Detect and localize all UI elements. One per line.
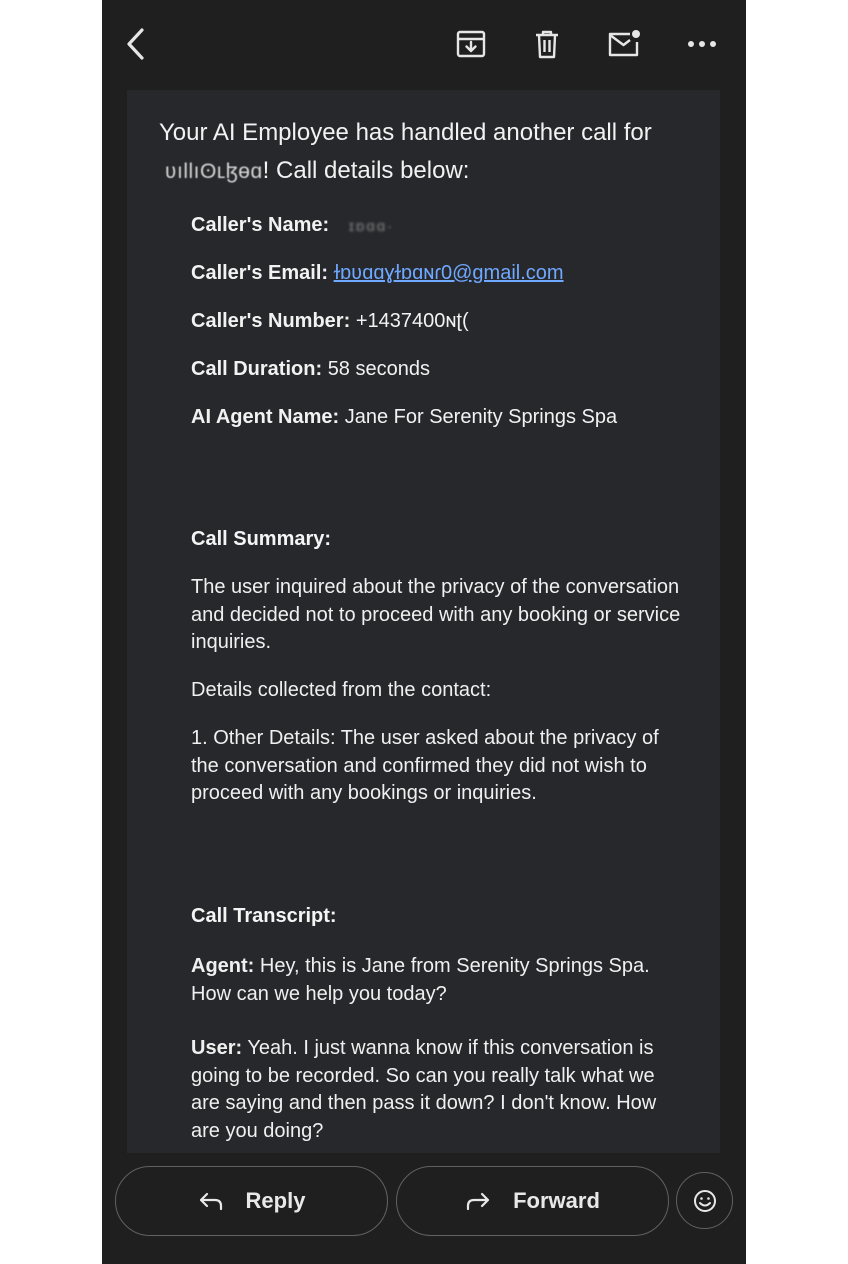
email-body xyxy=(127,90,720,1153)
archive-icon xyxy=(455,28,487,60)
chevron-left-icon xyxy=(122,27,150,61)
reply-button[interactable] xyxy=(115,1166,388,1236)
top-toolbar xyxy=(102,0,746,90)
user-speech: Yeah. I just wanna know if this conversation is going to be recorded. So can you really talk what we are saying and then pass it down? I don't know. How are you doing? xyxy=(191,1037,657,1142)
caller-name-row xyxy=(191,212,691,240)
agent-speech: Hey, this is Jane from Serenity Springs Spa. How can we help you today? xyxy=(191,955,650,1005)
call-duration-value: 58 seconds xyxy=(327,358,430,380)
caller-email-row xyxy=(191,260,691,286)
emoji-reaction-button[interactable] xyxy=(676,1172,733,1229)
agent-speaker-label: Agent: xyxy=(191,955,255,977)
mail-unread-icon xyxy=(606,28,642,60)
forward-icon xyxy=(465,1191,491,1211)
intro-text: Your AI Employee has handled another call for xyxy=(159,119,652,146)
agent-name-label: AI Agent Name: xyxy=(191,406,340,428)
details-item: 1. Other Details: The user asked about the privacy of the conversation and confirmed they did not wish to proceed with any bookings or inquiries. xyxy=(191,727,659,804)
caller-name-label: Caller's Name: xyxy=(191,214,330,236)
more-horizontal-icon xyxy=(687,39,717,49)
caller-email-link[interactable]: ɫɒʋɑɑɣɫɒɑɴɾ0@gmail.com xyxy=(333,262,564,284)
call-summary-text: The user inquired about the privacy of the conversation and decided not to proceed with any booking or service inquiries. xyxy=(191,576,681,653)
call-duration-label: Call Duration: xyxy=(191,358,323,380)
forward-label: Forward xyxy=(513,1188,600,1213)
transcript-user-line xyxy=(191,1035,681,1145)
delete-button[interactable] xyxy=(525,22,569,66)
call-duration-row xyxy=(191,356,691,382)
trash-icon xyxy=(532,28,562,60)
transcript-agent-line xyxy=(191,953,681,1008)
reply-icon xyxy=(198,1191,224,1211)
caller-number-value: +1437400ɴʈ( xyxy=(355,310,469,332)
details-intro: Details collected from the contact: xyxy=(191,679,492,701)
call-summary-heading: Call Summary: xyxy=(191,528,332,550)
call-transcript-heading: Call Transcript: xyxy=(191,905,337,927)
forward-button[interactable] xyxy=(396,1166,669,1236)
email-intro xyxy=(159,114,719,191)
smiley-icon xyxy=(693,1189,717,1213)
bottom-action-bar xyxy=(102,1153,746,1264)
email-screen xyxy=(102,0,746,1264)
intro-suffix: ! Call details below: xyxy=(262,157,470,184)
mark-unread-button[interactable] xyxy=(602,22,646,66)
back-button[interactable] xyxy=(114,22,158,66)
reply-label: Reply xyxy=(245,1188,306,1213)
business-name: ʋıllıʘʟɮɵɑ xyxy=(165,160,263,183)
agent-name-value: Jane For Serenity Springs Spa xyxy=(344,406,618,428)
agent-name-row xyxy=(191,404,691,430)
archive-button[interactable] xyxy=(449,22,493,66)
caller-email-label: Caller's Email: xyxy=(191,262,329,284)
caller-number-label: Caller's Number: xyxy=(191,310,351,332)
caller-number-row xyxy=(191,308,691,334)
user-speaker-label: User: xyxy=(191,1037,243,1059)
caller-name-value: ɪɒɑɑ· xyxy=(348,218,395,235)
more-options-button[interactable] xyxy=(680,22,724,66)
